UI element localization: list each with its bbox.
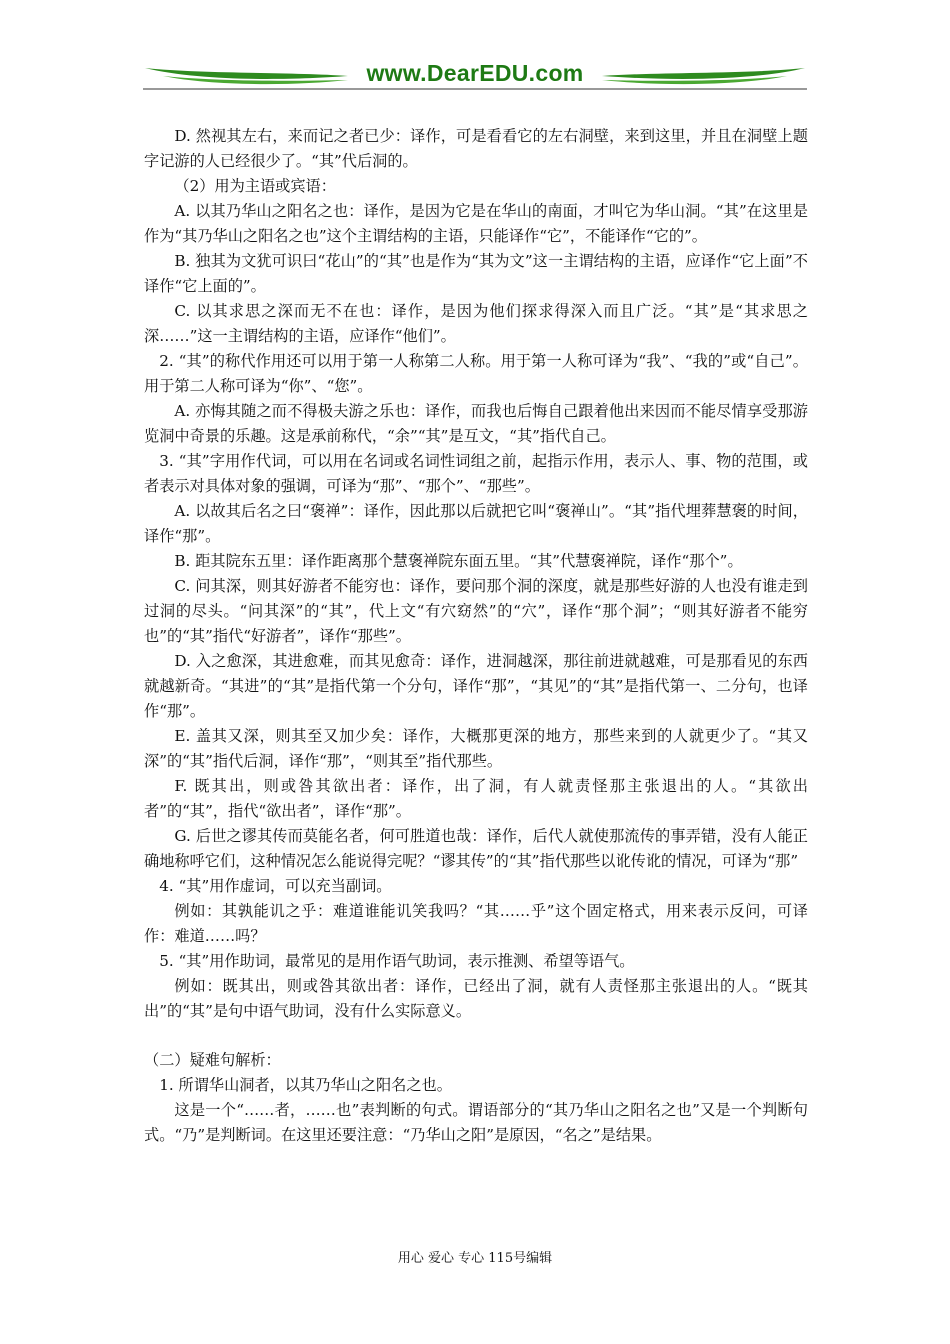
paragraph: A. 以故其后名之曰“褒禅”：译作，因此那以后就把它叫“褒禅山”。“其”指代埋葬慧褒的时间，译作“那”。 (144, 502, 808, 545)
numbered-point: 1. 所谓华山洞者，以其乃华山之阳名之也。 (159, 1076, 452, 1094)
paragraph: E. 盖其又深，则其至又加少矣：译作，大概那更深的地方，那些来到的人就更少了。“其又深”的“其”指代后洞，译作“那”，“则其至”指代那些。 (144, 727, 808, 770)
site-logo-text: www.DearEDU.com (366, 60, 584, 86)
paragraph: C. 问其深，则其好游者不能穷也：译作，要问那个洞的深度，就是那些好游的人也没有谁走到过洞的尽头。“问其深”的“其”，代上文“有穴窈然”的“穴”，译作“那个洞”；“则其好游者不能穷也”的“其”指代“好游者”，译作“那些”。 (144, 577, 808, 645)
paragraph: 例如：既其出，则或咎其欲出者：译作，已经出了洞，就有人责怪那主张退出的人。“既其出”的“其”是句中语气助词，没有什么实际意义。 (144, 977, 808, 1020)
section-heading: （二）疑难句解析： (144, 1051, 281, 1069)
subheading: （2）用为主语或宾语： (174, 177, 336, 195)
section-gap (144, 1024, 808, 1048)
paragraph: D. 入之愈深，其进愈难，而其见愈奇：译作，进洞越深，那往前进就越难，可是那看见的东西就越新奇。“其进”的“其”是指代第一个分句，译作“那”，“其见”的“其”是指代第一、二分句，也译作“那”。 (144, 652, 808, 720)
document-body (144, 124, 808, 1148)
paragraph: 这是一个“……者，……也”表判断的句式。谓语部分的“其乃华山之阳名之也”又是一个判断句式。“乃”是判断词。在这里还要注意：“乃华山之阳”是原因，“名之”是结果。 (144, 1101, 808, 1144)
paragraph: A. 以其乃华山之阳名之也：译作，是因为它是在华山的南面，才叫它为华山洞。“其”在这里是作为“其乃华山之阳名之也”这个主谓结构的主语，只能译作“它”，不能译作“它的”。 (144, 202, 808, 245)
paragraph: G. 后世之谬其传而莫能名者，何可胜道也哉：译作，后代人就使那流传的事弄错，没有人能正确地称呼它们，这种情况怎么能说得完呢？“谬其传”的“其”指代那些以讹传讹的情况，可译为“那” (144, 827, 808, 870)
paragraph: C. 以其求思之深而无不在也：译作，是因为他们探求得深入而且广泛。“其”是“其求思之深……”这一主谓结构的主语，应译作“他们”。 (144, 302, 808, 345)
paragraph: 例如：其孰能讥之乎：难道谁能讥笑我吗？“其……乎”这个固定格式，用来表示反问，可译作：难道……吗？ (144, 902, 808, 945)
page-header (143, 58, 807, 92)
paragraph: A. 亦悔其随之而不得极夫游之乐也：译作，而我也后悔自己跟着他出来因而不能尽情享受那游览洞中奇景的乐趣。这是承前称代，“余”“其”是互文，“其”指代自己。 (144, 402, 808, 445)
numbered-point: 2. “其”的称代作用还可以用于第一人称第二人称。用于第一人称可译为“我”、“我的”或“自己”。用于第二人称可译为“你”、“您”。 (144, 352, 808, 395)
numbered-point: 5. “其”用作助词，最常见的是用作语气助词，表示推测、希望等语气。 (159, 952, 635, 970)
paragraph: D. 然视其左右，来而记之者已少：译作，可是看看它的左右洞壁，来到这里，并且在洞壁上题字记游的人已经很少了。“其”代后洞的。 (144, 127, 808, 170)
page-footer: 用心 爱心 专心 115号编辑 (397, 1251, 553, 1266)
paragraph: F. 既其出，则或咎其欲出者：译作，出了洞，有人就责怪那主张退出的人。“其欲出者”的“其”，指代“欲出者”，译作“那”。 (144, 777, 808, 820)
numbered-point: 4. “其”用作虚词，可以充当副词。 (159, 877, 392, 895)
paragraph: B. 距其院东五里：译作距离那个慧褒禅院东面五里。“其”代慧褒禅院，译作“那个”。 (174, 552, 743, 570)
paragraph: B. 独其为文犹可识曰“花山”的“其”也是作为“其为文”这一主谓结构的主语，应译作“它上面”不译作“它上面的”。 (144, 252, 808, 295)
numbered-point: 3. “其”字用作代词，可以用在名词或名词性词组之前，起指示作用，表示人、事、物的范围，或者表示对具体对象的强调，可译为“那”、“那个”、“那些”。 (144, 452, 808, 495)
